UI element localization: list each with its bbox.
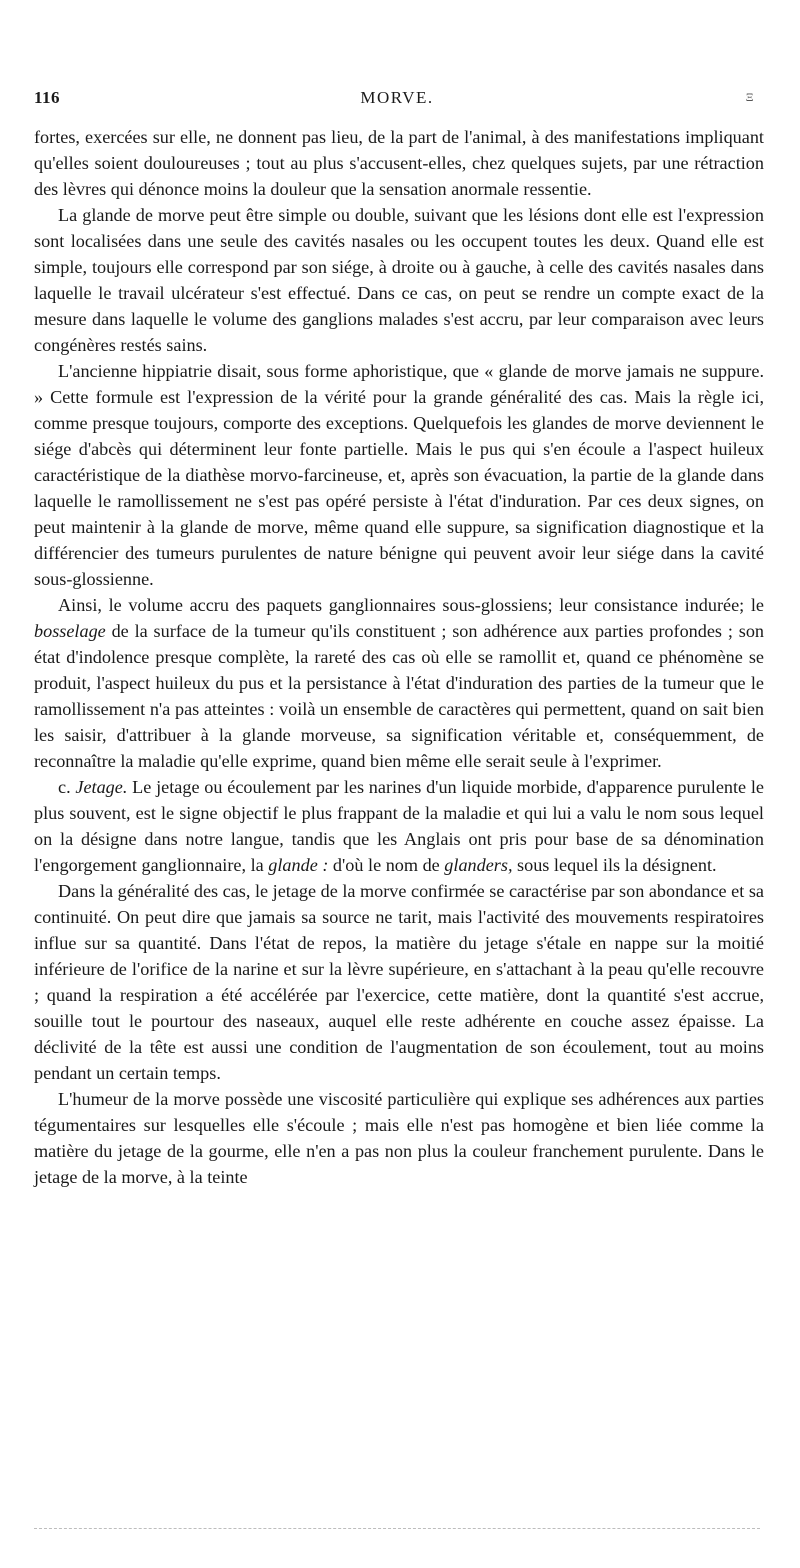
paragraph-5-text-a: Le jetage ou écoulement par les narines d'un liquide morbide, d'apparence purulente le plus souvent, est le signe objectif le plus frappant de la maladie et qui lui a valu le nom sous lequel on la désigne dans notre langue, tandis que les Anglais ont pris pour base de sa dénomination l'engorgement ganglionnaire, la	[34, 777, 764, 875]
paragraph-3: L'ancienne hippiatrie disait, sous forme aphoristique, que « glande de morve jamais ne suppure. » Cette formule est l'expression de la vérité pour la grande généralité des cas. Mais la règle ici, comme presque toujours, comporte des exceptions. Quelquefois les glandes de morve deviennent le siége d'abcès qui déterminent leur fonte partielle. Mais le pus qui s'en écoule a l'aspect huileux caractéristique de la diathèse morvo-farcineuse, et, après son évacuation, la partie de la glande dans laquelle le ramollissement ne s'est pas opéré persiste à l'état d'induration. Par ces deux signes, on peut maintenir à la glande de morve, même quand elle suppure, sa signification diagnostique et la différencier des tumeurs purulentes de nature bénigne qui peuvent avoir leur siége dans la cavité sous-glossienne.	[34, 361, 764, 589]
running-title: MORVE.	[360, 88, 434, 107]
paragraph-5-text-b: d'où le nom de	[332, 855, 440, 875]
paragraph-4	[34, 592, 764, 774]
paragraph-4-text-b: de la surface de la tumeur qu'ils constituent ; son adhérence aux parties profondes ; son état d'indolence presque complète, la rareté des cas où elle se ramollit et, quand ce phénomène se produit, l'aspect huileux du pus et la persistance à l'état d'induration des parties de la tumeur que le ramollissement n'a pas atteintes : voilà un ensemble de caractères qui permettent, quand on sait bien les saisir, d'attribuer à la glande morveuse, sa signification véritable et, conséquemment, de reconnaître la maladie qu'elle exprime, quand bien même elle serait seule à l'exprimer.	[34, 621, 765, 771]
section-heading: Jetage.	[75, 777, 128, 797]
margin-mark: Ξ	[745, 90, 754, 104]
paragraph-6: Dans la généralité des cas, le jetage de la morve confirmée se caractérise par son abondance et sa continuité. On peut dire que jamais sa source ne tarit, mais l'activité des mouvements respiratoires influe sur sa quantité. Dans l'état de repos, la matière du jetage s'étale en nappe sur la moitié inférieure de l'orifice de la narine et sur la lèvre supérieure, en s'attachant à la peau qu'elle recouvre ; quand la respiration a été accélérée par l'exercice, cette matière, dont la quantité s'est accrue, souille tout le pourtour des naseaux, auquel elle reste adhérente en couche assez épaisse. La déclivité de la tête est aussi une condition de l'augmentation de son écoulement, tout au moins pendant un certain temps.	[34, 881, 764, 1083]
paragraph-5	[34, 774, 764, 878]
paragraph-5-text-c: sous lequel ils la désignent.	[517, 855, 717, 875]
paragraph-1: fortes, exercées sur elle, ne donnent pas lieu, de la part de l'animal, à des manifestations impliquant qu'elles soient douloureuses ; tout au plus s'accusent-elles, chez quelques sujets, par une rétraction des lèvres qui dénonce moins la douleur que la sensation anormale ressentie.	[34, 127, 764, 199]
section-label: c.	[58, 777, 71, 797]
paragraph-2: La glande de morve peut être simple ou double, suivant que les lésions dont elle est l'expression sont localisées dans une seule des cavités nasales ou les occupent toutes les deux. Quand elle est simple, toujours elle correspond par son siége, à droite ou à gauche, à celle des cavités nasales dans laquelle le travail ulcérateur s'est effectué. Dans ce cas, on peut se rendre un compte exact de la mesure dans laquelle le volume des ganglions malades s'est accru, par leur comparaison avec leurs congénères restés sains.	[34, 205, 764, 355]
page-number: 116	[34, 88, 61, 107]
paragraph-5-emphasis-glande: glande :	[268, 855, 329, 875]
paragraph-5-emphasis-glanders: glanders,	[444, 855, 513, 875]
footer-rule	[34, 1528, 760, 1529]
running-header	[34, 88, 760, 110]
paragraph-4-emphasis: bosselage	[34, 621, 106, 641]
page-body	[34, 124, 764, 1190]
paragraph-7: L'humeur de la morve possède une viscosité particulière qui explique ses adhérences aux parties tégumentaires sur lesquelles elle s'écoule ; mais elle n'est pas homogène et bien liée comme la matière du jetage de la gourme, elle n'en a pas non plus la couleur franchement purulente. Dans le jetage de la morve, à la teinte	[34, 1089, 764, 1187]
paragraph-4-text-a: Ainsi, le volume accru des paquets ganglionnaires sous-glossiens; leur consistance indurée; le	[58, 595, 764, 615]
